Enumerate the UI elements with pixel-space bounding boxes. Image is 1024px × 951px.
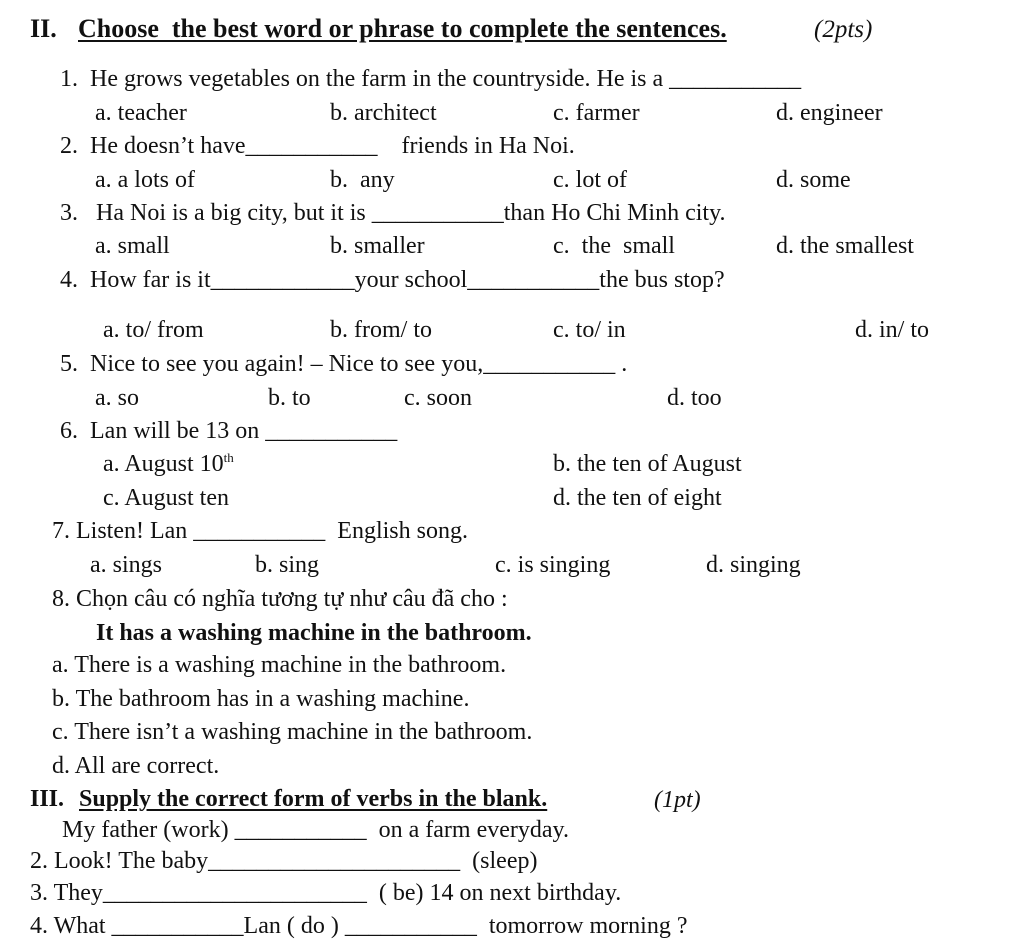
verb-item-4: 4. What ___________Lan ( do ) ___________ tomorrow morning ? <box>30 913 688 939</box>
question-8-given-sentence: It has a washing machine in the bathroom. <box>96 620 532 646</box>
question-5-option-a: a. so <box>95 385 139 411</box>
question-4-option-a: a. to/ from <box>103 317 204 343</box>
verb-item-1: My father (work) ___________ on a farm everyday. <box>62 817 569 843</box>
question-6-option-a-text: a. August 10 <box>103 451 224 477</box>
question-3-option-a: a. small <box>95 233 170 259</box>
question-4-option-b: b. from/ to <box>330 317 432 343</box>
question-1-stem: 1. He grows vegetables on the farm in the countryside. He is a ___________ <box>60 66 802 92</box>
section-2-points: (2pts) <box>814 16 873 43</box>
section-2-title: Choose the best word or phrase to complete the sentences. <box>78 14 727 43</box>
question-5-option-d: d. too <box>667 385 722 411</box>
question-8-option-c: c. There isn’t a washing machine in the bathroom. <box>52 719 533 745</box>
question-7-option-c: c. is singing <box>495 552 611 578</box>
section-3-points: (1pt) <box>654 787 701 813</box>
question-7-stem: 7. Listen! Lan ___________ English song. <box>52 518 468 544</box>
question-7-option-d: d. singing <box>706 552 801 578</box>
question-7-option-a: a. sings <box>90 552 162 578</box>
question-5-option-b: b. to <box>268 385 311 411</box>
question-1-option-b: b. architect <box>330 100 437 126</box>
question-1-option-c: c. farmer <box>553 100 640 126</box>
question-6-option-b: b. the ten of August <box>553 451 742 477</box>
question-5-stem: 5. Nice to see you again! – Nice to see you,___________ . <box>60 351 628 377</box>
question-1-option-d: d. engineer <box>776 100 883 126</box>
question-5-option-c: c. soon <box>404 385 472 411</box>
question-8-option-a: a. There is a washing machine in the bathroom. <box>52 652 507 678</box>
question-6-option-a <box>103 452 234 476</box>
question-3-option-d: d. the smallest <box>776 233 914 259</box>
section-2-label: II. <box>30 14 57 43</box>
question-8-stem: 8. Chọn câu có nghĩa tương tự như câu đã cho : <box>52 586 508 612</box>
question-6-option-c: c. August ten <box>103 485 229 511</box>
question-8-option-b: b. The bathroom has in a washing machine. <box>52 686 470 712</box>
question-7-option-b: b. sing <box>255 552 320 578</box>
section-3-label: III. <box>30 786 65 812</box>
question-1-option-a: a. teacher <box>95 100 187 126</box>
question-4-option-c: c. to/ in <box>553 317 626 343</box>
section-3-title: Supply the correct form of verbs in the blank. <box>79 786 548 812</box>
question-3-option-b: b. smaller <box>330 233 425 259</box>
question-6-option-a-sup: th <box>223 450 234 465</box>
question-2-option-d: d. some <box>776 167 851 193</box>
question-6-option-d: d. the ten of eight <box>553 485 722 511</box>
question-2-option-c: c. lot of <box>553 167 627 193</box>
question-3-option-c: c. the small <box>553 233 675 259</box>
question-3-stem: 3. Ha Noi is a big city, but it is ___________than Ho Chi Minh city. <box>60 200 726 226</box>
question-2-option-b: b. any <box>330 167 395 193</box>
question-6-stem: 6. Lan will be 13 on ___________ <box>60 418 398 444</box>
question-8-option-d: d. All are correct. <box>52 753 220 779</box>
question-2-stem: 2. He doesn’t have___________ friends in Ha Noi. <box>60 133 575 159</box>
verb-item-2: 2. Look! The baby_____________________ (sleep) <box>30 848 538 874</box>
question-4-stem: 4. How far is it____________your school___________the bus stop? <box>60 267 725 293</box>
verb-item-3: 3. They______________________ ( be) 14 on next birthday. <box>30 880 622 906</box>
question-2-option-a: a. a lots of <box>95 167 195 193</box>
question-4-option-d: d. in/ to <box>855 317 930 343</box>
